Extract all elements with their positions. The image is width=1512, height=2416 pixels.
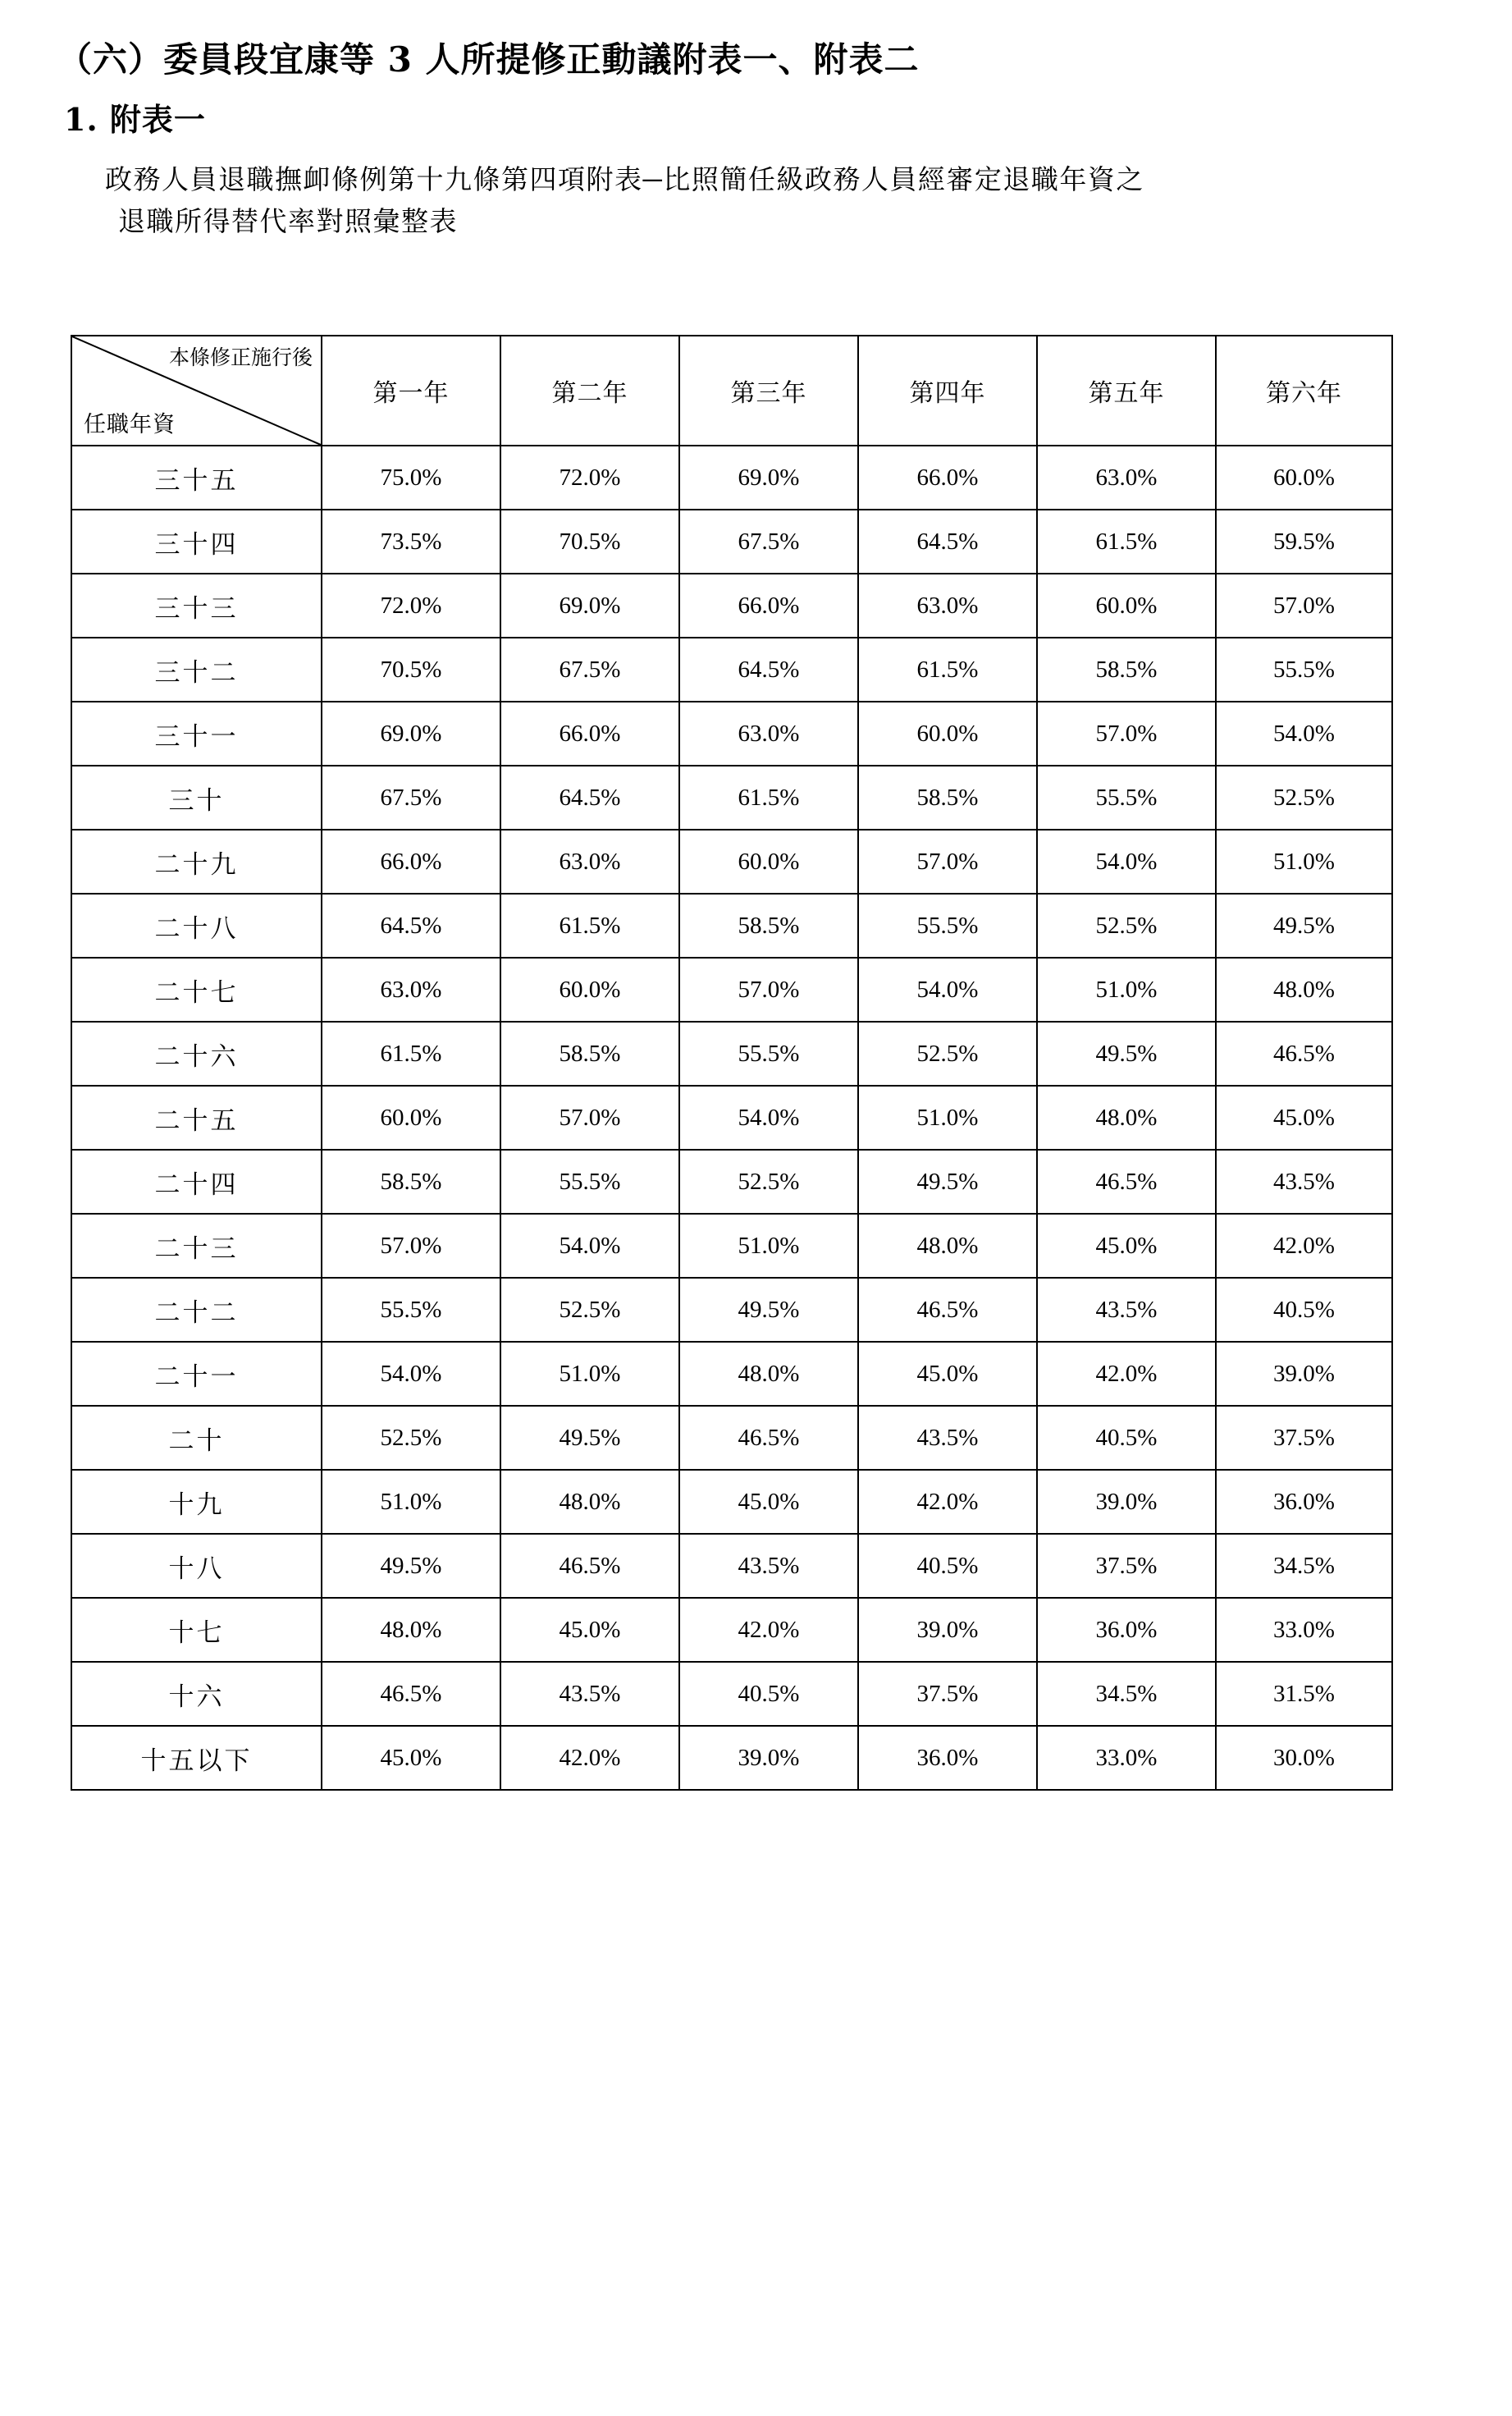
cell-value: 72.0% [322, 574, 500, 638]
page-heading-subsection: 1. 附表一 [64, 101, 206, 138]
column-header-year-5: 第五年 [1037, 336, 1216, 446]
rate-table-container [71, 335, 1391, 1791]
cell-value: 36.0% [1216, 1470, 1392, 1534]
cell-value: 54.0% [322, 1342, 500, 1406]
cell-value: 46.5% [858, 1278, 1037, 1342]
table-row [71, 1598, 1392, 1662]
cell-value: 60.0% [500, 958, 679, 1022]
cell-value: 46.5% [1216, 1022, 1392, 1086]
cell-value: 30.0% [1216, 1726, 1392, 1790]
cell-value: 57.0% [500, 1086, 679, 1150]
row-label: 十八 [71, 1534, 322, 1598]
cell-value: 43.5% [500, 1662, 679, 1726]
cell-value: 43.5% [858, 1406, 1037, 1470]
cell-value: 63.0% [322, 958, 500, 1022]
table-row [71, 510, 1392, 574]
row-label: 三十二 [71, 638, 322, 702]
cell-value: 40.5% [858, 1534, 1037, 1598]
cell-value: 51.0% [858, 1086, 1037, 1150]
table-caption-line-1: 政務人員退職撫卹條例第十九條第四項附表─比照簡任級政務人員經審定退職年資之 [105, 166, 1144, 195]
table-caption-line-2: 退職所得替代率對照彙整表 [118, 208, 458, 238]
row-label: 三十五 [71, 446, 322, 510]
table-row [71, 1278, 1392, 1342]
row-label: 十六 [71, 1662, 322, 1726]
cell-value: 33.0% [1037, 1726, 1216, 1790]
row-label: 十五以下 [71, 1726, 322, 1790]
cell-value: 49.5% [1216, 894, 1392, 958]
cell-value: 54.0% [679, 1086, 858, 1150]
cell-value: 49.5% [500, 1406, 679, 1470]
cell-value: 58.5% [858, 766, 1037, 830]
cell-value: 48.0% [679, 1342, 858, 1406]
table-row [71, 766, 1392, 830]
cell-value: 58.5% [322, 1150, 500, 1214]
cell-value: 51.0% [1216, 830, 1392, 894]
cell-value: 52.5% [322, 1406, 500, 1470]
cell-value: 36.0% [858, 1726, 1037, 1790]
cell-value: 72.0% [500, 446, 679, 510]
column-header-year-4: 第四年 [858, 336, 1037, 446]
cell-value: 66.0% [858, 446, 1037, 510]
cell-value: 60.0% [858, 702, 1037, 766]
cell-value: 69.0% [322, 702, 500, 766]
cell-value: 52.5% [679, 1150, 858, 1214]
cell-value: 39.0% [1037, 1470, 1216, 1534]
cell-value: 40.5% [679, 1662, 858, 1726]
cell-value: 45.0% [858, 1342, 1037, 1406]
table-corner-header [71, 336, 322, 446]
table-row [71, 1726, 1392, 1790]
row-label: 二十一 [71, 1342, 322, 1406]
cell-value: 52.5% [858, 1022, 1037, 1086]
cell-value: 60.0% [1216, 446, 1392, 510]
cell-value: 37.5% [1216, 1406, 1392, 1470]
cell-value: 52.5% [1037, 894, 1216, 958]
cell-value: 49.5% [679, 1278, 858, 1342]
cell-value: 57.0% [1216, 574, 1392, 638]
cell-value: 70.5% [322, 638, 500, 702]
cell-value: 57.0% [322, 1214, 500, 1278]
table-row [71, 1022, 1392, 1086]
cell-value: 49.5% [1037, 1022, 1216, 1086]
table-row [71, 1214, 1392, 1278]
cell-value: 48.0% [322, 1598, 500, 1662]
table-row [71, 894, 1392, 958]
cell-value: 49.5% [322, 1534, 500, 1598]
page-heading-section: （六）委員段宜康等 3 人所提修正動議附表一、附表二 [57, 39, 920, 80]
cell-value: 43.5% [1216, 1150, 1392, 1214]
cell-value: 48.0% [500, 1470, 679, 1534]
cell-value: 64.5% [500, 766, 679, 830]
cell-value: 61.5% [322, 1022, 500, 1086]
corner-header-top-right: 本條修正施行後 [168, 345, 313, 369]
row-label: 二十 [71, 1406, 322, 1470]
cell-value: 61.5% [1037, 510, 1216, 574]
cell-value: 51.0% [1037, 958, 1216, 1022]
table-row [71, 702, 1392, 766]
cell-value: 67.5% [679, 510, 858, 574]
table-header [71, 336, 1392, 446]
table-row [71, 638, 1392, 702]
cell-value: 64.5% [322, 894, 500, 958]
table-row [71, 1086, 1392, 1150]
column-header-year-1: 第一年 [322, 336, 500, 446]
cell-value: 61.5% [858, 638, 1037, 702]
cell-value: 66.0% [500, 702, 679, 766]
cell-value: 48.0% [1037, 1086, 1216, 1150]
cell-value: 60.0% [322, 1086, 500, 1150]
cell-value: 42.0% [858, 1470, 1037, 1534]
cell-value: 58.5% [679, 894, 858, 958]
cell-value: 64.5% [679, 638, 858, 702]
cell-value: 67.5% [500, 638, 679, 702]
row-label: 三十四 [71, 510, 322, 574]
cell-value: 45.0% [679, 1470, 858, 1534]
row-label: 二十八 [71, 894, 322, 958]
cell-value: 63.0% [1037, 446, 1216, 510]
cell-value: 42.0% [500, 1726, 679, 1790]
table-header-row [71, 336, 1392, 446]
cell-value: 49.5% [858, 1150, 1037, 1214]
cell-value: 48.0% [1216, 958, 1392, 1022]
cell-value: 55.5% [1216, 638, 1392, 702]
cell-value: 69.0% [500, 574, 679, 638]
cell-value: 73.5% [322, 510, 500, 574]
cell-value: 58.5% [500, 1022, 679, 1086]
cell-value: 39.0% [1216, 1342, 1392, 1406]
cell-value: 55.5% [322, 1278, 500, 1342]
table-row [71, 1470, 1392, 1534]
cell-value: 66.0% [322, 830, 500, 894]
cell-value: 43.5% [1037, 1278, 1216, 1342]
cell-value: 33.0% [1216, 1598, 1392, 1662]
cell-value: 51.0% [322, 1470, 500, 1534]
table-row [71, 446, 1392, 510]
cell-value: 31.5% [1216, 1662, 1392, 1726]
table-row [71, 1662, 1392, 1726]
cell-value: 59.5% [1216, 510, 1392, 574]
cell-value: 52.5% [1216, 766, 1392, 830]
row-label: 十七 [71, 1598, 322, 1662]
table-row [71, 574, 1392, 638]
cell-value: 45.0% [500, 1598, 679, 1662]
cell-value: 55.5% [500, 1150, 679, 1214]
cell-value: 40.5% [1037, 1406, 1216, 1470]
cell-value: 40.5% [1216, 1278, 1392, 1342]
replacement-rate-table [71, 335, 1393, 1791]
cell-value: 37.5% [858, 1662, 1037, 1726]
cell-value: 51.0% [500, 1342, 679, 1406]
cell-value: 63.0% [858, 574, 1037, 638]
table-row [71, 958, 1392, 1022]
table-row [71, 1342, 1392, 1406]
table-row [71, 1406, 1392, 1470]
cell-value: 67.5% [322, 766, 500, 830]
table-row [71, 1150, 1392, 1214]
cell-value: 48.0% [858, 1214, 1037, 1278]
cell-value: 42.0% [679, 1598, 858, 1662]
cell-value: 54.0% [858, 958, 1037, 1022]
cell-value: 55.5% [858, 894, 1037, 958]
cell-value: 57.0% [858, 830, 1037, 894]
cell-value: 45.0% [322, 1726, 500, 1790]
row-label: 二十二 [71, 1278, 322, 1342]
cell-value: 46.5% [679, 1406, 858, 1470]
cell-value: 55.5% [1037, 766, 1216, 830]
cell-value: 54.0% [1037, 830, 1216, 894]
cell-value: 61.5% [500, 894, 679, 958]
cell-value: 42.0% [1216, 1214, 1392, 1278]
table-row [71, 1534, 1392, 1598]
cell-value: 39.0% [679, 1726, 858, 1790]
cell-value: 75.0% [322, 446, 500, 510]
cell-value: 66.0% [679, 574, 858, 638]
cell-value: 63.0% [679, 702, 858, 766]
cell-value: 69.0% [679, 446, 858, 510]
cell-value: 39.0% [858, 1598, 1037, 1662]
cell-value: 45.0% [1216, 1086, 1392, 1150]
cell-value: 54.0% [1216, 702, 1392, 766]
row-label: 二十九 [71, 830, 322, 894]
cell-value: 63.0% [500, 830, 679, 894]
row-label: 三十 [71, 766, 322, 830]
row-label: 二十三 [71, 1214, 322, 1278]
column-header-year-6: 第六年 [1216, 336, 1392, 446]
cell-value: 36.0% [1037, 1598, 1216, 1662]
cell-value: 37.5% [1037, 1534, 1216, 1598]
cell-value: 34.5% [1216, 1534, 1392, 1598]
column-header-year-3: 第三年 [679, 336, 858, 446]
cell-value: 57.0% [679, 958, 858, 1022]
cell-value: 42.0% [1037, 1342, 1216, 1406]
cell-value: 60.0% [679, 830, 858, 894]
cell-value: 57.0% [1037, 702, 1216, 766]
table-caption [105, 160, 1467, 244]
cell-value: 52.5% [500, 1278, 679, 1342]
column-header-year-2: 第二年 [500, 336, 679, 446]
corner-header-bottom-left: 任職年資 [84, 412, 176, 437]
row-label: 二十五 [71, 1086, 322, 1150]
row-label: 三十一 [71, 702, 322, 766]
cell-value: 45.0% [1037, 1214, 1216, 1278]
cell-value: 64.5% [858, 510, 1037, 574]
row-label: 十九 [71, 1470, 322, 1534]
cell-value: 55.5% [679, 1022, 858, 1086]
cell-value: 61.5% [679, 766, 858, 830]
cell-value: 60.0% [1037, 574, 1216, 638]
table-body [71, 446, 1392, 1790]
cell-value: 46.5% [322, 1662, 500, 1726]
cell-value: 46.5% [500, 1534, 679, 1598]
cell-value: 70.5% [500, 510, 679, 574]
cell-value: 34.5% [1037, 1662, 1216, 1726]
row-label: 三十三 [71, 574, 322, 638]
row-label: 二十六 [71, 1022, 322, 1086]
cell-value: 51.0% [679, 1214, 858, 1278]
cell-value: 46.5% [1037, 1150, 1216, 1214]
table-row [71, 830, 1392, 894]
row-label: 二十四 [71, 1150, 322, 1214]
cell-value: 54.0% [500, 1214, 679, 1278]
cell-value: 58.5% [1037, 638, 1216, 702]
cell-value: 43.5% [679, 1534, 858, 1598]
row-label: 二十七 [71, 958, 322, 1022]
